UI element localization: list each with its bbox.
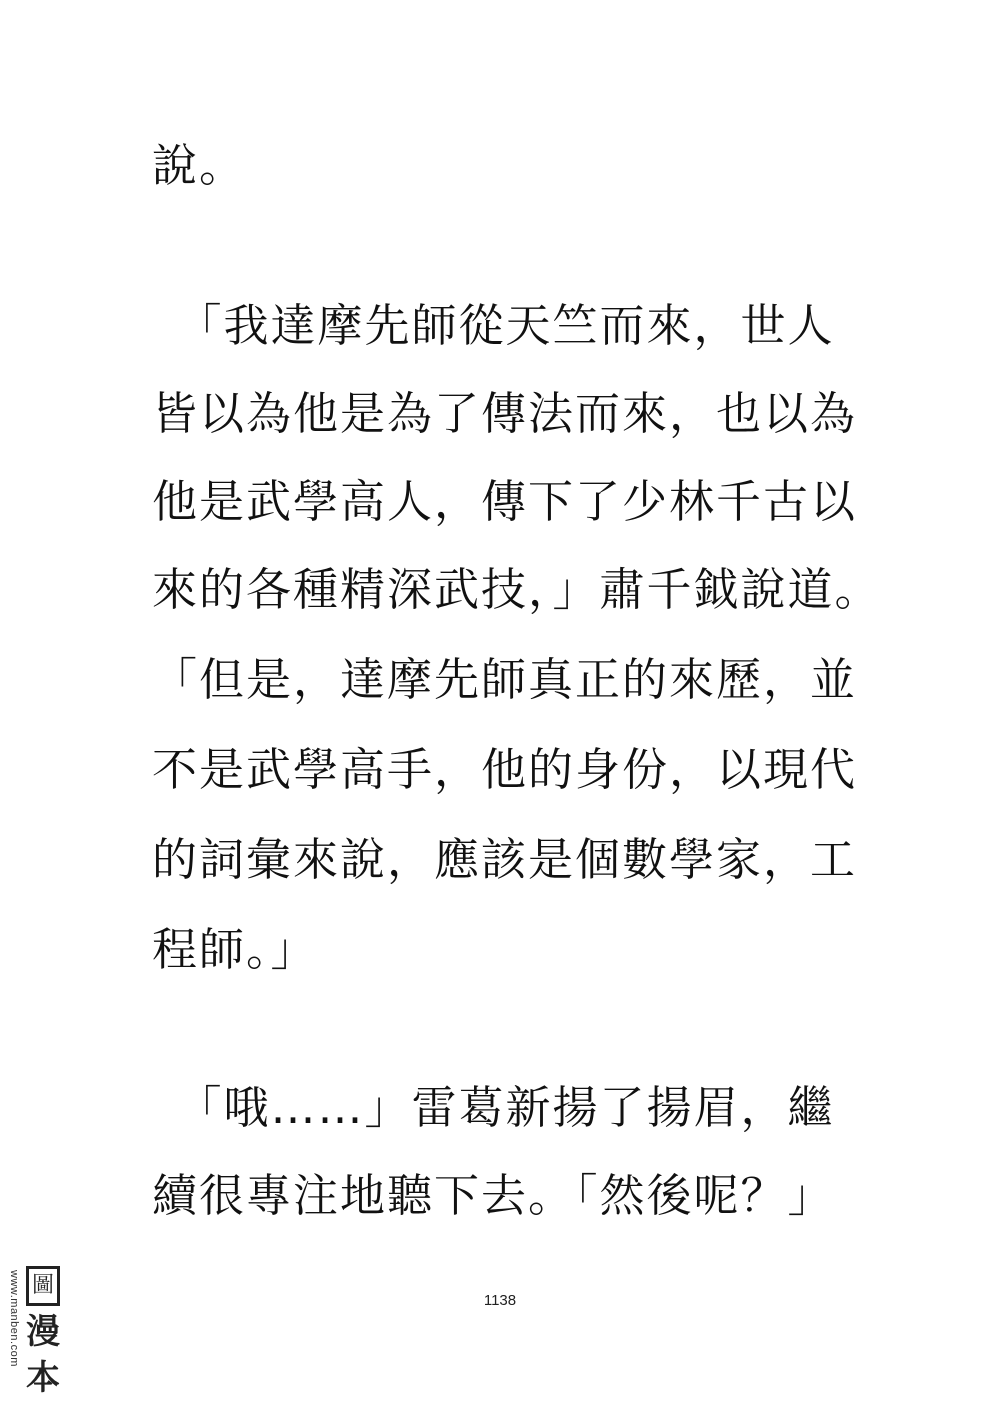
text-line-11: 續很專注地聽下去。「然後呢？」	[152, 1169, 835, 1222]
text-line-9: 程師。」	[152, 923, 318, 976]
watermark-logo-char-1: 漫	[26, 1312, 60, 1352]
watermark-url: www.manben.com	[8, 1270, 20, 1367]
text-line-5: 來的各種精深武技，」肅千鉞說道。	[152, 563, 882, 616]
watermark-logo-box: 圖	[26, 1266, 60, 1306]
page-number: 1138	[483, 1292, 517, 1309]
text-line-4: 他是武學高人，傳下了少林千古以	[152, 475, 858, 528]
text-line-1: 說。	[152, 139, 247, 192]
watermark-logo	[24, 1266, 62, 1406]
text-line-2: 「我達摩先師從天竺而來，世人	[152, 299, 835, 352]
text-line-8: 的詞彙來說，應該是個數學家，工	[152, 833, 858, 886]
watermark-logo-char-2: 本	[26, 1358, 60, 1398]
text-line-7: 不是武學高手，他的身份，以現代	[152, 743, 858, 796]
text-line-6: 「但是，達摩先師真正的來歷，並	[152, 653, 858, 706]
text-line-3: 皆以為他是為了傳法而來，也以為	[152, 387, 858, 440]
text-line-10: 「哦……」雷葛新揚了揚眉，繼	[152, 1081, 835, 1134]
